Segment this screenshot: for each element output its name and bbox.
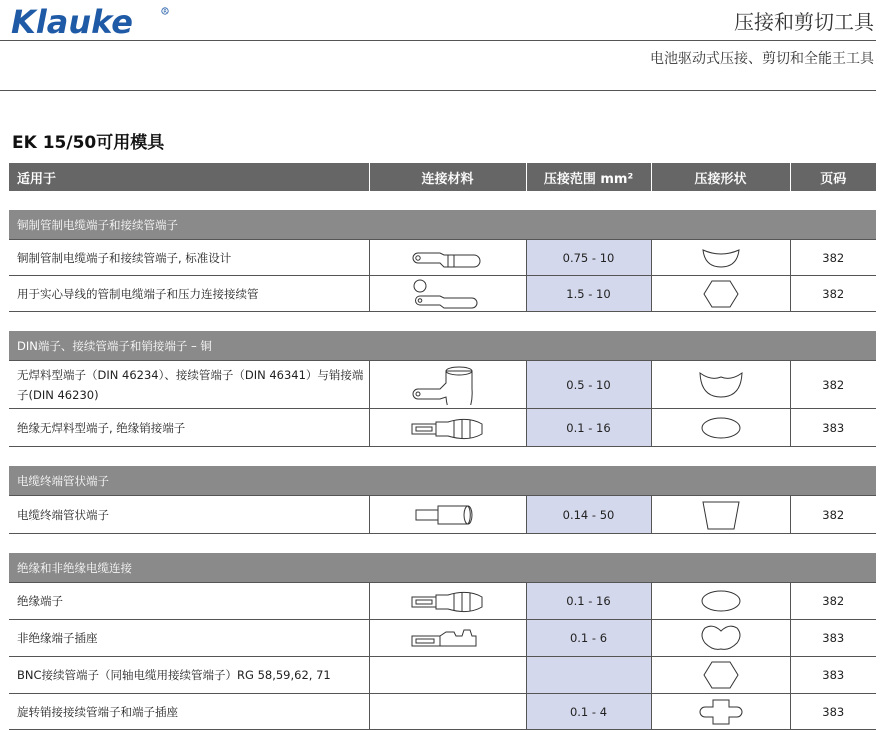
- crimp-range: 1.5 - 10: [526, 276, 651, 312]
- table-row: [9, 240, 876, 276]
- table-row: [9, 409, 876, 447]
- row-description: 绝缘无焊料型端子, 绝缘销接端子: [9, 409, 369, 447]
- row-description: BNC接续管端子（同轴电缆用接续管端子）RG 58,59,62, 71: [9, 657, 369, 694]
- double-crescent-shape-icon: [651, 361, 790, 409]
- ferrule-icon: [369, 496, 526, 534]
- col-header-shape: 压接形状: [651, 163, 790, 191]
- crimp-range: 0.1 - 16: [526, 409, 651, 447]
- header-divider: [0, 40, 876, 41]
- page-number: 382: [790, 276, 876, 312]
- din-lug-icon: [369, 361, 526, 409]
- svg-text:R: R: [163, 9, 167, 16]
- hexagon-shape-icon: [651, 276, 790, 312]
- klauke-logo: [11, 4, 171, 38]
- page-number: 383: [790, 694, 876, 730]
- trapezoid-shape-icon: [651, 496, 790, 534]
- material-empty: [369, 657, 526, 694]
- row-description: 绝缘端子: [9, 583, 369, 620]
- crimp-range: 0.1 - 16: [526, 583, 651, 620]
- row-description: 用于实心导线的管制电缆端子和压力连接接续管: [9, 276, 369, 312]
- page-number: 382: [790, 361, 876, 409]
- row-description: 旋转销接接续管端子和端子插座: [9, 694, 369, 730]
- header-divider-bottom: [0, 90, 876, 91]
- col-header-application: 适用于: [9, 163, 369, 191]
- non-insulated-receptacle-icon: [369, 620, 526, 657]
- hexagon-shape-icon: [651, 657, 790, 694]
- page-number: 382: [790, 583, 876, 620]
- section-title: EK 15/50可用模具: [12, 133, 165, 153]
- page-number: 383: [790, 620, 876, 657]
- row-description: 无焊料型端子（DIN 46234）、接续管端子（DIN 46341）与销接端子(DIN 46230): [9, 361, 369, 409]
- table-row: [9, 276, 876, 312]
- oval-shape-icon: [651, 583, 790, 620]
- crimp-range: 0.75 - 10: [526, 240, 651, 276]
- row-description: 非绝缘端子插座: [9, 620, 369, 657]
- insulated-tab-icon: [369, 583, 526, 620]
- table-row: [9, 496, 876, 534]
- table-header-row: [9, 163, 876, 191]
- page-header-title: 压接和剪切工具: [734, 10, 874, 34]
- row-description: 电缆终端管状端子: [9, 496, 369, 534]
- page-number: 382: [790, 496, 876, 534]
- svg-text:Klauke: Klauke: [11, 4, 133, 38]
- table-row: [9, 657, 876, 694]
- row-description: 铜制管制电缆端子和接续管端子, 标准设计: [9, 240, 369, 276]
- page-number: 383: [790, 657, 876, 694]
- group-header: 铜制管制电缆端子和接续管端子: [9, 210, 876, 240]
- col-header-page: 页码: [790, 163, 876, 191]
- ring-lug-icon: [369, 240, 526, 276]
- cross-shape-icon: [651, 694, 790, 730]
- page-number: 383: [790, 409, 876, 447]
- group-header: 绝缘和非绝缘电缆连接: [9, 553, 876, 583]
- table-row: [9, 583, 876, 620]
- group-header: 电缆终端管状端子: [9, 466, 876, 496]
- crimp-range: [526, 657, 651, 694]
- crimp-range: 0.1 - 4: [526, 694, 651, 730]
- material-empty: [369, 694, 526, 730]
- heart-shape-icon: [651, 620, 790, 657]
- col-header-range: 压接范围 mm²: [526, 163, 651, 191]
- page-header-subtitle: 电池驱动式压接、剪切和全能王工具: [650, 51, 874, 67]
- ring-lug-with-circle-icon: [369, 276, 526, 312]
- page-number: 382: [790, 240, 876, 276]
- table-row: [9, 694, 876, 730]
- group-header: DIN端子、接续管端子和销接端子 – 铜: [9, 331, 876, 361]
- table-row: [9, 361, 876, 409]
- table-row: [9, 620, 876, 657]
- crimp-range: 0.14 - 50: [526, 496, 651, 534]
- crimp-range: 0.5 - 10: [526, 361, 651, 409]
- col-header-material: 连接材料: [369, 163, 526, 191]
- crescent-shape-icon: [651, 240, 790, 276]
- insulated-connector-icon: [369, 409, 526, 447]
- oval-shape-icon: [651, 409, 790, 447]
- die-table: [9, 163, 876, 730]
- crimp-range: 0.1 - 6: [526, 620, 651, 657]
